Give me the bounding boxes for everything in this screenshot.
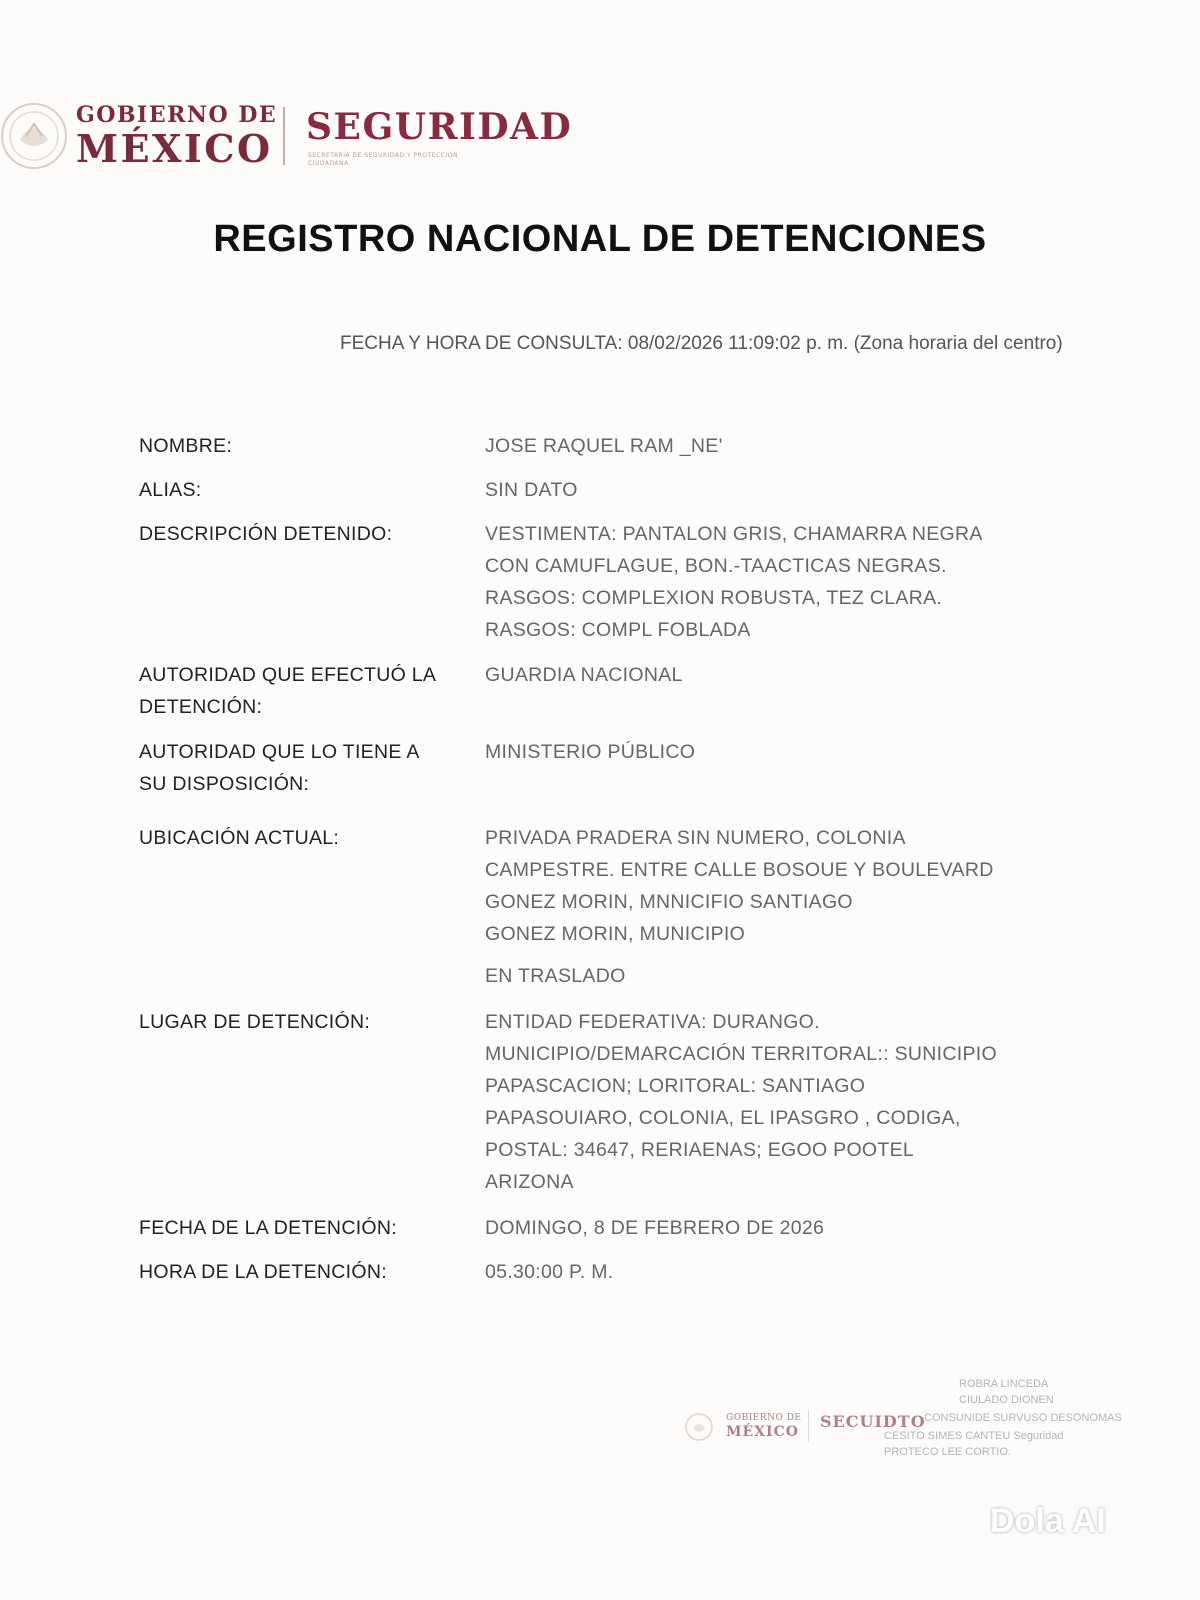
- label-line: SU DISPOSICIÓN:: [139, 773, 310, 795]
- field-label: FECHA DE LA DETENCIÓN:: [139, 1217, 397, 1239]
- gobierno-mexico-wordmark: [76, 102, 278, 171]
- logo-divider: [283, 107, 285, 165]
- value-line: PAPASOUIARO, COLONIA, EL IPASGRO , CODIGA,: [485, 1107, 961, 1129]
- field-value: [485, 822, 1045, 992]
- gobierno-line1: GOBIERNO DE: [76, 102, 278, 128]
- field-label: LUGAR DE DETENCIÓN:: [139, 1011, 371, 1033]
- value-line: RASGOS: COMPL FOBLADA: [485, 619, 751, 641]
- footer-line: PROTECO LEE CORTIO.: [884, 1446, 1011, 1458]
- field-value: GUARDIA NACIONAL: [485, 664, 683, 686]
- field-label: UBICACIÓN ACTUAL:: [139, 827, 340, 849]
- value-line: CON CAMUFLAGUE, BON.-TAACTICAS NEGRAS.: [485, 555, 947, 577]
- document-title: REGISTRO NACIONAL DE DETENCIONES: [213, 218, 987, 260]
- field-value: DOMINGO, 8 DE FEBRERO DE 2026: [485, 1217, 825, 1239]
- field-value: SIN DATO: [485, 479, 578, 501]
- footer-gobierno-line1: GOBIERNO DE: [726, 1413, 802, 1423]
- footer-gobierno-line2: MÉXICO: [726, 1424, 799, 1440]
- field-value: [485, 1006, 1045, 1198]
- field-value: [485, 518, 1045, 646]
- label-line: AUTORIDAD QUE EFECTUÓ LA: [139, 664, 437, 686]
- value-line: VESTIMENTA: PANTALON GRIS, CHAMARRA NEGRA: [485, 523, 983, 545]
- value-line: ENTIDAD FEDERATIVA: DURANGO.: [485, 1011, 820, 1033]
- seguridad-wordmark: SEGURIDAD: [306, 106, 573, 148]
- gobierno-line2: MÉXICO: [76, 126, 273, 171]
- seguridad-subtitle: SECRETARÍA DE SEGURIDAD Y PROTECCIÓN CIUDADANA: [308, 152, 458, 167]
- field-value: 05.30:00 P. M.: [485, 1261, 614, 1283]
- national-seal-icon: [0, 96, 68, 174]
- footer-line: CIULADO DIONEN: [959, 1394, 1054, 1406]
- field-label: NOMBRE:: [139, 435, 233, 457]
- field-label: [139, 659, 464, 723]
- footer-divider: [808, 1410, 809, 1442]
- value-line: POSTAL: 34647, RERIAENAS; ЕGOO POOTEL: [485, 1139, 915, 1161]
- field-label: HORA DE LA DETENCIÓN:: [139, 1261, 387, 1283]
- value-line: ARIZONA: [485, 1171, 574, 1193]
- value-line: RASGOS: COMPLEXION ROBUSTA, TEZ CLARA.: [485, 587, 943, 609]
- footer-gobierno-wordmark: [726, 1414, 801, 1439]
- field-value: JOSE RAQUEL RAM _NE': [485, 435, 723, 457]
- footer-seguridad-wordmark: SECUIDTO: [820, 1412, 926, 1431]
- field-label: DESCRIPCIÓN DETENIDO:: [139, 523, 393, 545]
- value-line: PAPASCACION; LORITORAL: SANTIAGO: [485, 1075, 866, 1097]
- value-line: MUNICIPIO/DEMARCACIÓN TERRITORAL:: SUNICIPIO: [485, 1043, 997, 1065]
- watermark: Dola AI: [990, 1502, 1106, 1540]
- footer-line: CONSUNIDE SURVUSO DESONOMAS: [924, 1412, 1122, 1424]
- footer-line: ROBRA LINCEDA: [959, 1378, 1049, 1390]
- field-label: [139, 736, 464, 800]
- value-line: GONEZ MORIN, MNNICIFIO SANTIAGO: [485, 891, 853, 913]
- value-line: PRIVADA PRADERA SIN NUMERO, COLONIA: [485, 827, 906, 849]
- field-label: ALIAS:: [139, 479, 202, 501]
- footer-stamp: [684, 1378, 1184, 1470]
- consulta-timestamp: FECHA Y HORA DE CONSULTA: 08/02/2026 11:09:02 p. m. (Zona horaria del centro): [340, 333, 1063, 354]
- value-line: EN TRASLADO: [485, 965, 626, 987]
- footer-seal-icon: [684, 1410, 714, 1444]
- footer-line: CESITO SIMES CANTEU Seguridad: [884, 1430, 1064, 1442]
- value-line: CAMPESTRE. ENTRE CALLE BOSOUE Y BOULEVARD: [485, 859, 994, 881]
- value-line: GONEZ MORIN, MUNICIPIO: [485, 923, 746, 945]
- field-value: MINISTERIO PÚBLICO: [485, 741, 696, 763]
- label-line: AUTORIDAD QUE LO TIENE A: [139, 741, 420, 763]
- header-logo: [0, 92, 600, 182]
- label-line: DETENCIÓN:: [139, 696, 263, 718]
